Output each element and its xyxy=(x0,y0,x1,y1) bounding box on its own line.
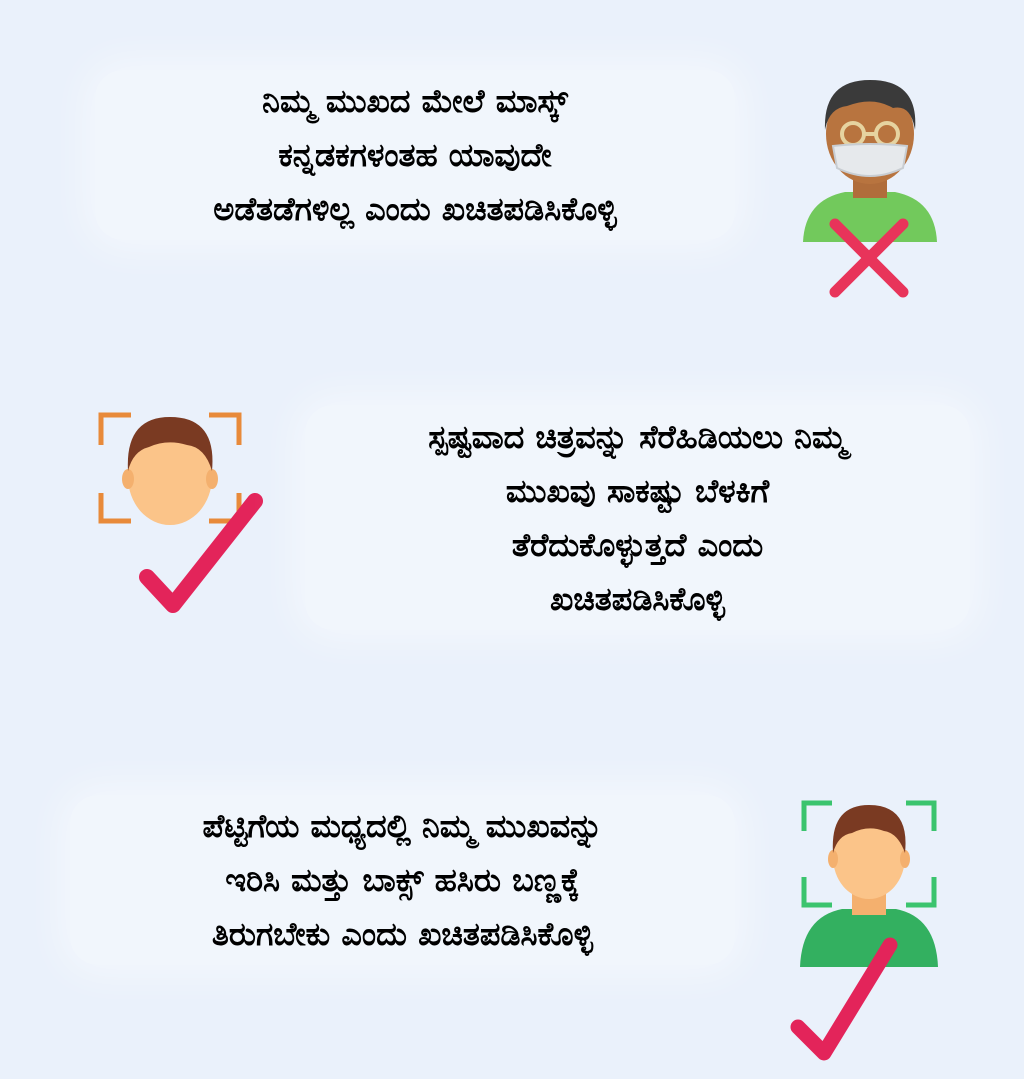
tip-text-line: ನಿಮ್ಮ ಮುಖದ ಮೇಲೆ ಮಾಸ್ಕ್ xyxy=(262,82,568,120)
person-green-frame-check-icon xyxy=(790,795,950,1065)
masked-person-cross-icon xyxy=(795,72,945,302)
tip-text-line: ಖಚಿತಪಡಿಸಿಕೊಳ್ಳಿ xyxy=(550,579,725,618)
tip-text-line: ಸ್ಪಷ್ಟವಾದ ಚಿತ್ರವನ್ನು ಸೆರೆಹಿಡಿಯಲು ನಿಮ್ಮ xyxy=(428,417,847,456)
tip-text-line: ತಿರುಗಬೇಕು ಎಂದು ಖಚಿತಪಡಿಸಿಕೊಳ್ಳಿ xyxy=(211,915,594,953)
tip-text-line: ಕನ್ನಡಕಗಳಂತಹ ಯಾವುದೇ xyxy=(278,136,552,174)
tip-card-mask xyxy=(95,70,735,240)
tip-text-line: ಮುಖವು ಸಾಕಷ್ಟು ಬೆಳಕಿಗೆ xyxy=(505,471,770,510)
tip-card-lighting xyxy=(305,405,970,630)
tip-text-line: ಪೆಟ್ಟಿಗೆಯ ಮಧ್ಯದಲ್ಲಿ ನಿಮ್ಮ ಮುಖವನ್ನು xyxy=(202,807,603,845)
tip-text-line: ಇರಿಸಿ ಮತ್ತು ಬಾಕ್ಸ್ ಹಸಿರು ಬಣ್ಣಕ್ಕೆ xyxy=(225,861,580,899)
tip-text-line: ತೆರೆದುಕೊಳ್ಳುತ್ತದೆ ಎಂದು xyxy=(511,525,764,564)
tip-text-line: ಅಡೆತಡೆಗಳಿಲ್ಲ ಎಂದು ಖಚಿತಪಡಿಸಿಕೊಳ್ಳಿ xyxy=(213,190,617,228)
tip-card-center-face xyxy=(70,795,735,965)
face-in-frame-check-icon xyxy=(95,405,265,620)
